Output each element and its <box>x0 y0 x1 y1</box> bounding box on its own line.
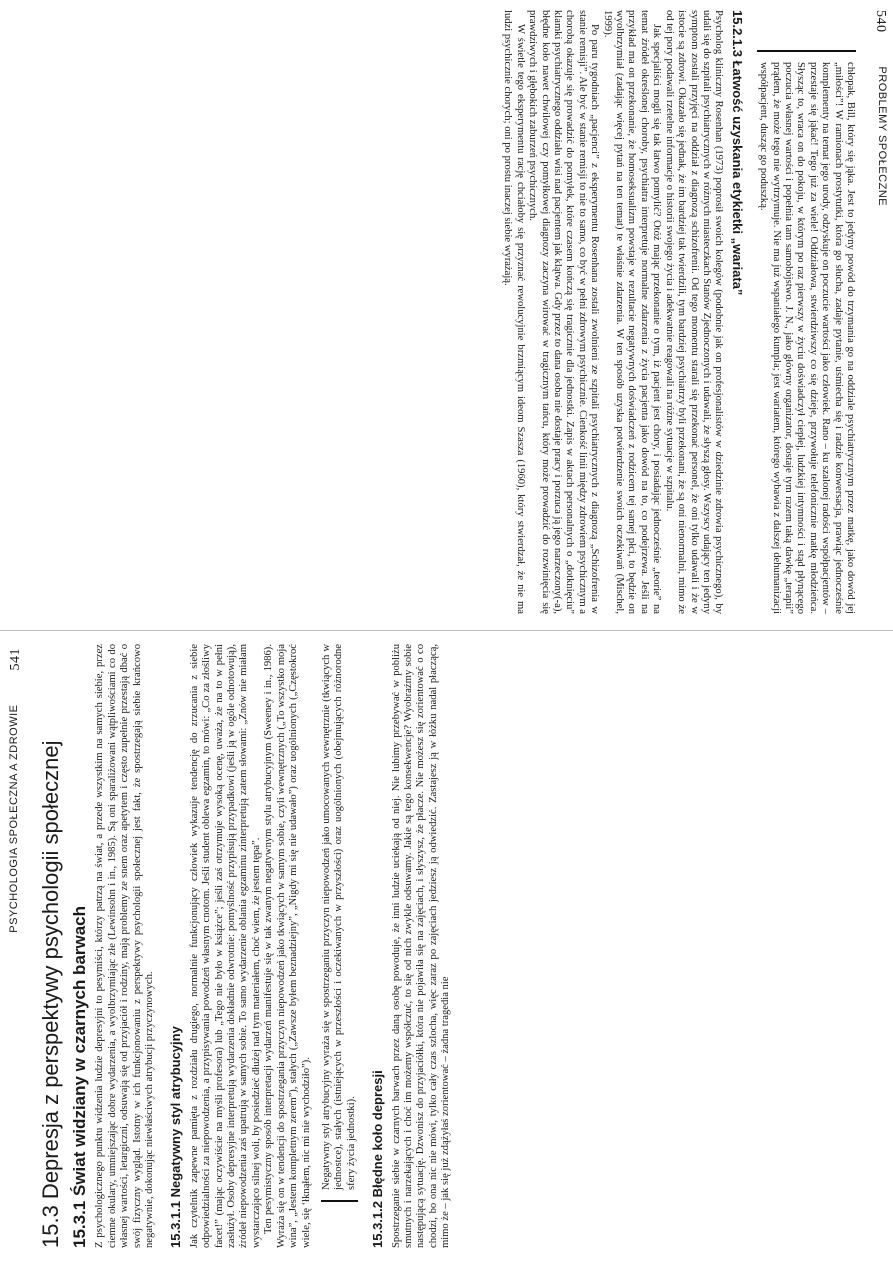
subsection-heading: 15.3.1.2 Błędne koło depresji <box>370 1070 386 1248</box>
running-header <box>8 644 24 1248</box>
text-column <box>38 644 453 1248</box>
intro-paragraph: Z psychologicznego punktu widzenia ludzie depresyjni to pesymiści, którzy patrzą na świat, a przede wszystkim na samych siebie, przez ciemne okulary, umniejszając dobre wydarzenia, a wyolbrzymiając złe (Lewinsohn i in., 1985). Są oni sparaliżowani wątpliwościami co do własnej wartości, letargiczni, odsuwają się od przyjaciół i rodziny, mają problemy ze snem oraz apetytem i często zupełnie przestają dbać o swój fizyczny wygląd. Istotny w ich funkcjonowaniu z perspektywy psychologii społecznej jest fakt, że spostrzegają siebie krańcowo negatywnie, dokonując niewłaściwych atrybucji przyczynowych. <box>94 644 156 1248</box>
body-paragraph: W świetle tego eksperymentu rację chciałoby się przyznać rewolucyjnie brzmiącym ideom Szasza (1960), który stwierdzał, że nie ma ludzi psychicznie chorych; oni po prostu inaczej siebie wyrażają. <box>502 10 526 614</box>
section-heading: 15.3.1 Świat widziany w czarnych barwach <box>70 905 89 1248</box>
page-540 <box>0 0 893 631</box>
definition-text: Negatywny styl atrybucyjny wyraża się w spostrzeganiu przyczyn niepowodzeń jako umocowanych wewnętrznie (tkwiących w jednostce), stałych (istniejących w przeszłości i oczekiwanych w przyszłości) oraz uogólnionych (obejmujących różnorodne sfery życia jednostki). <box>320 644 357 1190</box>
body-paragraph: Jak czytelnik zapewne pamięta z rozdziału drugiego, normalnie funkcjonujący człowiek wykazuje tendencję do zrzucania z siebie odpowiedzialności za niepowodzenia, a przypisywania powodzeń własnym cnotom. Jeśli student oblewa egzamin, to mówi: „Co za złośliwy facet!” (mając oczywiście na myśli profesora) lub „Tego nie było w książce”; jeśli zaś otrzymuje wysoką ocenę, uważa, że na to w pełni zasłużył. Osoby depresyjne interpretują wydarzenia dokładnie odwrotnie: pomyślność przypisują przypadkowi (jeśli ją w ogóle odnotowują), źródeł niepowodzenia zaś upatrują w samych sobie. To samo wydarzenie oblania egzaminu zinterpretują zatem słowami: „Znów nie miałam wystarczająco silnej woli, by posiedzieć dłużej nad tym materiałem, choć wiem, że jestem tępa”. <box>188 644 262 1248</box>
section-heading: 15.2.1.3 Łatwość uzyskania etykietki „wariata” <box>729 10 745 296</box>
quote-block <box>757 50 856 614</box>
chapter-heading: 15.3 Depresja z perspektywy psychologii społecznej <box>38 740 63 1248</box>
body-paragraph: Po paru tygodniach „pacjenci” z eksperymentu Rosenhana zostali zwolnieni ze szpitali psychiatrycznych z diagnozą „Schizofrenia w stanie remisji”. Ale być w stanie remisji to nie to samo, co być w pełni zdrowym psychicznie. Cienkość linii między zdrowiem psychicznym a chorobą okazuje się prowadzić do pomyłek, które czasem kończą się tragicznie dla jednostki. Zapis w aktach personalnych o „dotknięciu” klamki psychiatrycznego oddziału wisi nad pacjentem jak klątwa. Gdy przez to dana osoba nie dostaje pracy i porzuca ją jego narzeczony(-a), błędne koło nawet chwilowej czy pomyłkowej diagnozy zaczyna wirować w tragicznym tańcu, który może prowadzić do rozwinięcia się prawdziwych i głębokich zaburzeń psychicznych. <box>527 10 601 614</box>
text-column <box>501 10 856 622</box>
subsection-heading: 15.3.1.1 Negatywny styl atrybucyjny <box>168 1026 184 1248</box>
body-paragraph: Jak specjaliści mogli się tak łatwo pomylić? Otóż mając przekonanie o tym, iż pacjent jest chory, i posiadając jednocześnie „teorie” na temat źródeł określonej choroby, psychiatra interpretuje normalne zdarzenia z życia pacjenta jako dowód na to, co podejrzewa. Jeśli na przykład ma on przekonanie, że homoseksualizm powstaje w rezultacie negatywnych doświadczeń z rodzicem tej samej płci, to będzie on wyolbrzymiał (zadając więcej pytań na ten temat) te właśnie zdarzenia. W ten sposób uzyska potwierdzenie swoich oczekiwań (Mischel, 1999). <box>601 10 663 614</box>
body-paragraph: Ten pesymistyczny sposób interpretacji wydarzeń manifestuje się w tak zwanym negatywnym stylu atrybucyjnym (Sweeney i in., 1986). Wyraża się on w tendencji do spostrzegania przyczyn niepowodzeń jako tkwiących w samym sobie, czyli wewnętrznych („To wszystko moja wina”, „Jestem kompletnym zerem”), stałych („Zawsze byłem beznadziejny”, „Nigdy mi się nie udawało”) oraz uogólnionych („Częstokroć wiele, się ‘łknąłem, nic mi nie wychodziło”). <box>263 644 312 1248</box>
page-divider <box>0 630 893 631</box>
body-paragraph: Psycholog kliniczny Rosenhan (1973) poprosił swoich kolegów (podobnie jak on profesjonalistów w dziedzinie zdrowia psychicznego), by udali się do szpitali psychiatrycznych w różnych miasteczkach Stanów Zjednoczonych i udawali, że słyszą głosy. Wszyscy udający ten jedyny symptom zostali przyjęci na oddział z diagnozą schizofrenii. Od tego momentu starali się przekonać personel, że oni tylko udawali i że w istocie są zdrowi. Okazało się jednak, że im bardziej tak twierdzili, tym bardziej psychiatrzy byli przekonani, że są oni nienormalni, mimo że od tej pory podawali rzetelne informacje o historii swojego życia i adekwatnie reagowali na różne sytuacje w szpitalu. <box>663 10 725 614</box>
running-head-title: PROBLEMY SPOŁECZNE <box>876 66 888 207</box>
body-paragraph: Spostrzeganie siebie w czarnych barwach przez daną osobę powoduje, że inni ludzie uciekają od niej. Nie lubimy przebywać w pobliżu smutnych i narzekających i choć im możemy współczuć, to się od nich zwykle odsuwamy. Jakie są tego konsekwencje? Wyobraźmy sobie następującą sytuację. Dzwonisz do przyjaciółki, która nie pojawiła się na zajęciach, i słyszysz, że płacze. Nie możesz się zorientować o co chodzi, bo ona nic nie mówi, tylko cały czas szlocha, więc zaraz po zajęciach jedziesz ją odwiedzić. Zastajesz ją w łóżku nadal płaczącą, mimo że – jak się już zdążyłaś zorientować – żadna tragedia nie <box>390 644 452 1248</box>
quote-paragraph: chłopak, Bill, który się jąka. Jest to jedyny powód do trzymania go na oddziale psychiatrycznym przez matkę, jako dowód jej „miłości”! W ramionach prostytutki, która go słucha, zadaje pytanie, uśmiecha się i radzie konwersacja, prawiąc jednocześnie komplementy na temat jego urody, odzyskuje on poczucie wartości jako człowiek. Rano – ku szalonej radości współpacjentów – przestaje się jąkać! Tego już za wiele! Oddziałowa, stwierdziwszy co się dzieje, przywołuje telefonicznie matkę młodzieńca. Słysząc to, wraca on do pokoju, w którym po raz pierwszy w życiu doświadczył ciepłej, ludzkiej intymności i stąd płynącego poczucia własnej wartości i popełnia tam samobójstwo. J. N., jako główny organizator, dostaje tym razem taką dawkę „terapii” prądem, że może tego nie wytrzymuje. Nie ma już wspaniałego kumpla; jest wariatem, którego wybawia z dalszej dehumanizacji współpacjent, dusząc go poduszką. <box>758 62 856 614</box>
page-540-frame <box>128 10 888 622</box>
definition-box <box>321 644 358 1202</box>
page-number: 540 <box>873 10 888 33</box>
running-header <box>872 10 888 622</box>
page-number: 541 <box>8 648 23 671</box>
page-541-frame <box>8 644 878 1248</box>
running-head-title: PSYCHOLOGIA SPOŁECZNA A ZDROWIE <box>8 704 20 933</box>
page-541 <box>0 632 893 1263</box>
